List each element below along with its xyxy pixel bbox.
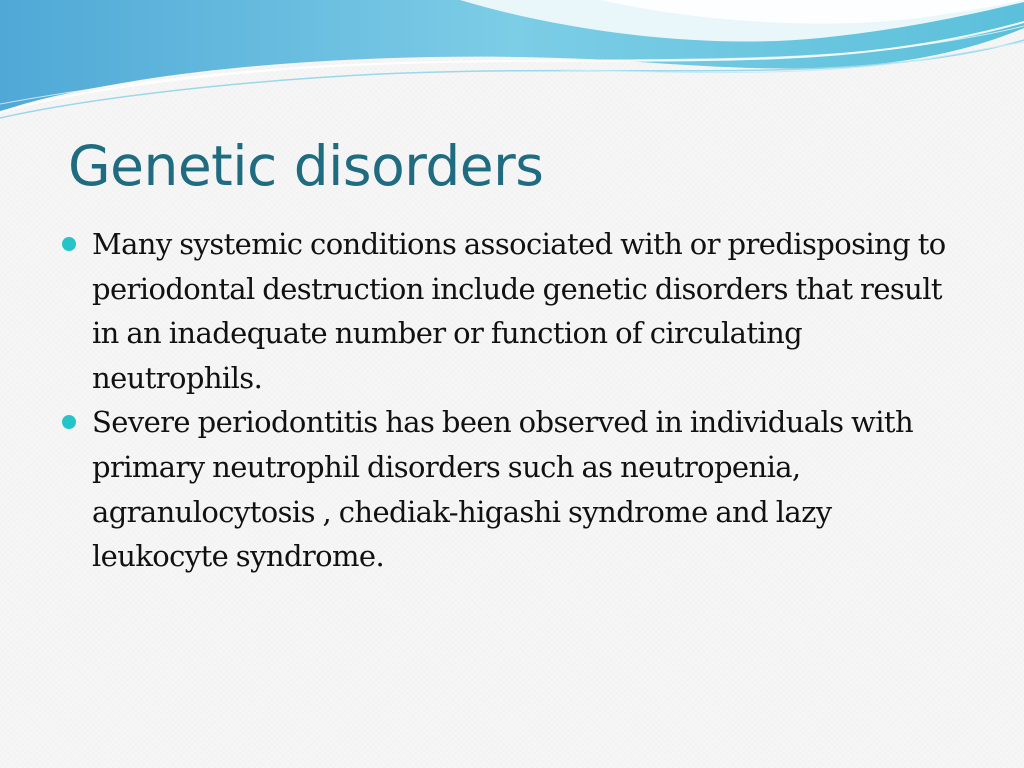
bullet-dot-icon xyxy=(62,415,76,429)
bullet-item-1 xyxy=(60,222,960,400)
bullet-text-1: Many systemic conditions associated with or predisposing to periodontal destruction include genetic disorders that result in an inadequate number or function of circulating neutrophils. xyxy=(92,227,946,395)
bullet-text-2: Severe periodontitis has been observed in individuals with primary neutrophil disorders such as neutropenia, agranulocytosis , chediak-higashi syndrome and lazy leukocyte syndrome. xyxy=(92,405,914,574)
header-wave-decoration xyxy=(0,0,1024,125)
bullet-dot-icon xyxy=(62,237,76,251)
bullet-list xyxy=(60,222,960,579)
bullet-item-2 xyxy=(60,400,960,578)
slide-title: Genetic disorders xyxy=(68,134,544,198)
